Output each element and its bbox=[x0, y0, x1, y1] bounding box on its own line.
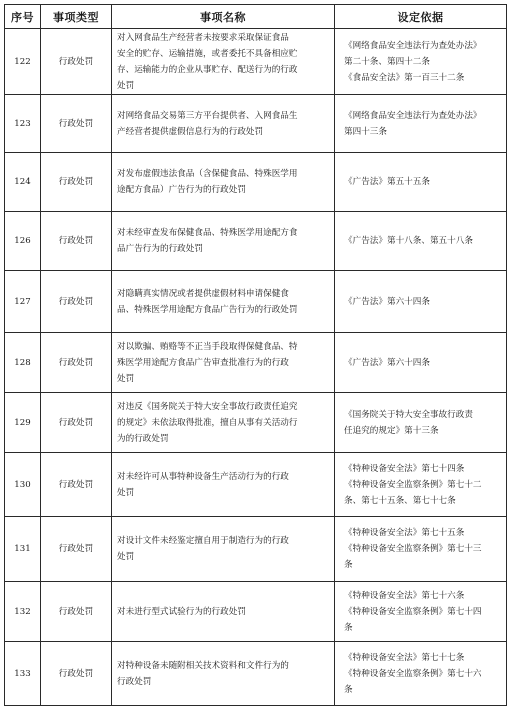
row-number: 122 bbox=[5, 29, 41, 95]
basis-line: 第二十条、第四十二条 bbox=[344, 56, 430, 67]
name-line: 对未经审查发布保健食品、特殊医学用途配方食 bbox=[117, 228, 298, 238]
name-line: 途配方食品）广告行为的行政处罚 bbox=[117, 185, 246, 195]
basis-line: 《特种设备安全监察条例》第七十四 bbox=[344, 606, 482, 617]
header-serial-number: 序号 bbox=[5, 5, 41, 29]
name-line: 对入网食品生产经营者未按要求采取保证食品 bbox=[117, 32, 289, 43]
row-number: 131 bbox=[5, 517, 41, 582]
basis-line: 《广告法》第五十五条 bbox=[344, 177, 430, 187]
name-line: 处罚 bbox=[117, 552, 135, 562]
row-type: 行政处罚 bbox=[41, 582, 112, 642]
row-number: 126 bbox=[5, 212, 41, 271]
row-name bbox=[112, 642, 335, 706]
basis-line: 《食品安全法》第一百三十二条 bbox=[344, 72, 465, 83]
header-item-name: 事项名称 bbox=[112, 5, 335, 29]
row-name bbox=[112, 393, 335, 453]
row-type: 行政处罚 bbox=[41, 153, 112, 212]
row-basis bbox=[335, 582, 507, 642]
table-row bbox=[5, 212, 507, 271]
name-line: 存、运输能力的企业从事贮存、配送行为的行政 bbox=[117, 64, 298, 75]
name-line: 殊医学用途配方食品广告审查批准行为的行政 bbox=[117, 357, 289, 368]
row-basis bbox=[335, 333, 507, 393]
row-name bbox=[112, 29, 335, 95]
row-name bbox=[112, 95, 335, 153]
name-line: 对发布虚假违法食品（含保健食品、特殊医学用 bbox=[117, 169, 298, 179]
row-name bbox=[112, 333, 335, 393]
name-line: 为的行政处罚 bbox=[117, 433, 169, 444]
name-line: 品广告行为的行政处罚 bbox=[117, 244, 203, 254]
table-row bbox=[5, 95, 507, 153]
header-item-type: 事项类型 bbox=[41, 5, 112, 29]
row-name bbox=[112, 212, 335, 271]
table-row bbox=[5, 153, 507, 212]
name-line: 安全的贮存、运输措施，或者委托不具备相应贮 bbox=[117, 48, 298, 59]
basis-line: 《特种设备安全监察条例》第七十六 bbox=[344, 668, 482, 679]
name-line: 对网络食品交易第三方平台提供者、入网食品生 bbox=[117, 110, 298, 121]
basis-line: 《广告法》第十八条、第五十八条 bbox=[344, 236, 473, 246]
name-line: 行政处罚 bbox=[117, 676, 152, 687]
row-number: 128 bbox=[5, 333, 41, 393]
header-legal-basis: 设定依据 bbox=[335, 5, 507, 29]
table-row bbox=[5, 271, 507, 333]
row-type: 行政处罚 bbox=[41, 271, 112, 333]
basis-line: 条 bbox=[344, 684, 353, 695]
name-line: 品、特殊医学用途配方食品广告行为的行政处罚 bbox=[117, 304, 298, 315]
row-type: 行政处罚 bbox=[41, 95, 112, 153]
row-number: 130 bbox=[5, 453, 41, 517]
basis-line: 第四十三条 bbox=[344, 126, 387, 137]
basis-line: 《广告法》第六十四条 bbox=[344, 296, 430, 307]
row-basis bbox=[335, 95, 507, 153]
administrative-penalty-table bbox=[4, 4, 507, 706]
basis-line: 条、第七十五条、第七十七条 bbox=[344, 495, 456, 506]
name-line: 处罚 bbox=[117, 80, 135, 91]
name-line: 处罚 bbox=[117, 373, 135, 384]
row-basis bbox=[335, 153, 507, 212]
basis-line: 《特种设备安全监察条例》第七十二 bbox=[344, 479, 482, 490]
row-basis bbox=[335, 29, 507, 95]
name-line: 处罚 bbox=[117, 487, 135, 498]
row-number: 132 bbox=[5, 582, 41, 642]
table-row bbox=[5, 29, 507, 95]
basis-line: 条 bbox=[344, 560, 353, 570]
basis-line: 条 bbox=[344, 622, 353, 633]
basis-line: 《特种设备安全法》第七十六条 bbox=[344, 590, 465, 601]
table-row bbox=[5, 333, 507, 393]
table-row bbox=[5, 582, 507, 642]
table-row bbox=[5, 453, 507, 517]
basis-line: 《特种设备安全法》第七十五条 bbox=[344, 528, 465, 538]
name-line: 产经营者提供虚假信息行为的行政处罚 bbox=[117, 126, 264, 137]
table-header-row bbox=[5, 5, 507, 29]
row-number: 129 bbox=[5, 393, 41, 453]
name-line: 对隐瞒真实情况或者提供虚假材料申请保健食 bbox=[117, 288, 289, 299]
row-name bbox=[112, 271, 335, 333]
row-type: 行政处罚 bbox=[41, 453, 112, 517]
basis-line: 《特种设备安全监察条例》第七十三 bbox=[344, 544, 482, 554]
name-line: 对设计文件未经鉴定擅自用于制造行为的行政 bbox=[117, 536, 289, 546]
row-type: 行政处罚 bbox=[41, 517, 112, 582]
row-name bbox=[112, 153, 335, 212]
row-basis bbox=[335, 212, 507, 271]
row-number: 127 bbox=[5, 271, 41, 333]
row-number: 124 bbox=[5, 153, 41, 212]
row-number: 133 bbox=[5, 642, 41, 706]
table-row bbox=[5, 393, 507, 453]
row-type: 行政处罚 bbox=[41, 333, 112, 393]
basis-line: 《特种设备安全法》第七十七条 bbox=[344, 652, 465, 663]
basis-line: 《广告法》第六十四条 bbox=[344, 357, 430, 368]
basis-line: 《特种设备安全法》第七十四条 bbox=[344, 463, 465, 474]
row-type: 行政处罚 bbox=[41, 29, 112, 95]
name-line: 对特种设备未随附相关技术资料和文件行为的 bbox=[117, 660, 289, 671]
row-basis bbox=[335, 393, 507, 453]
row-basis bbox=[335, 642, 507, 706]
row-type: 行政处罚 bbox=[41, 393, 112, 453]
name-line: 对未进行型式试验行为的行政处罚 bbox=[117, 606, 246, 617]
basis-line: 任追究的规定》第十三条 bbox=[344, 425, 439, 436]
row-basis bbox=[335, 517, 507, 582]
name-line: 对未经许可从事特种设备生产活动行为的行政 bbox=[117, 471, 289, 482]
row-basis bbox=[335, 271, 507, 333]
row-name bbox=[112, 582, 335, 642]
row-number: 123 bbox=[5, 95, 41, 153]
table-row bbox=[5, 642, 507, 706]
row-name bbox=[112, 453, 335, 517]
row-type: 行政处罚 bbox=[41, 212, 112, 271]
basis-line: 《网络食品安全违法行为查处办法》 bbox=[344, 40, 482, 51]
table-row bbox=[5, 517, 507, 582]
name-line: 对违反《国务院关于特大安全事故行政责任追究 bbox=[117, 401, 298, 412]
basis-line: 《国务院关于特大安全事故行政责 bbox=[344, 409, 473, 420]
basis-line: 《网络食品安全违法行为查处办法》 bbox=[344, 110, 482, 121]
name-line: 对以欺骗、贿赂等不正当手段取得保健食品、特 bbox=[117, 341, 298, 352]
row-type: 行政处罚 bbox=[41, 642, 112, 706]
row-name bbox=[112, 517, 335, 582]
document-page bbox=[4, 4, 506, 695]
name-line: 的规定》未依法取得批准，擅自从事有关活动行 bbox=[117, 417, 298, 428]
row-basis bbox=[335, 453, 507, 517]
